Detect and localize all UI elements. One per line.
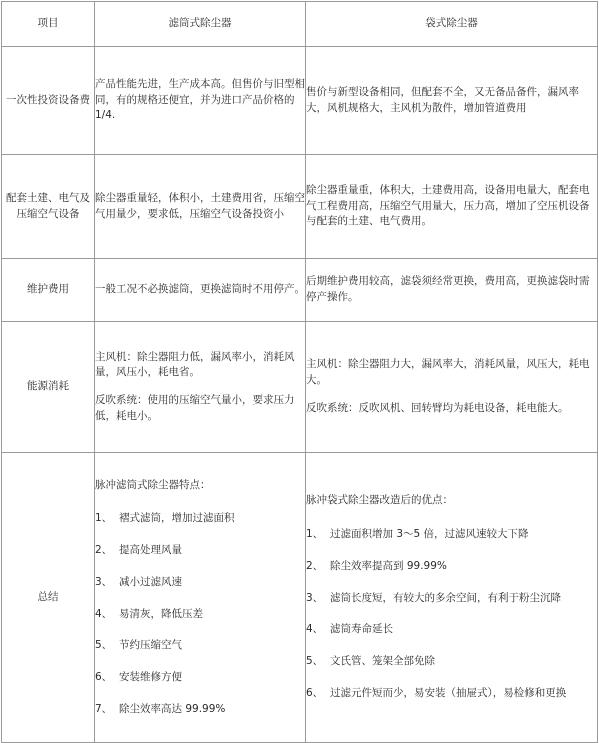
bag-cell: 除尘器重量重，体积大，土建费用高，设备用电量大，配套电气工程费用高，压缩空气用量大，压力高，增加了空压机设备与配套的土建、电气费用。 (306, 155, 598, 259)
list-item: 4、 滤筒寿命延长 (306, 623, 393, 636)
row-label: 维护费用 (2, 259, 95, 322)
comparison-table (1, 1, 598, 743)
list-item: 3、 减小过滤风速 (95, 575, 182, 588)
cartridge-cell (95, 322, 306, 453)
bag-main-fan: 主风机：除尘器阻力大，漏风率大，消耗风量，风压大，耗电大。 (306, 358, 590, 387)
cartridge-cell: 产品性能先进，生产成本高。但售价与旧型相同，有的规格还便宜，并为进口产品价格的1/4. (95, 47, 306, 155)
bag-summary-cell (306, 453, 598, 743)
table-row (2, 453, 598, 743)
header-row (2, 2, 598, 47)
bag-blowback: 反吹系统：反吹风机、回转臂均为耗电设备，耗电能大。 (306, 401, 569, 414)
bag-cell: 后期维护费用较高，滤袋须经常更换，费用高，更换滤袋时需停产操作。 (306, 259, 598, 322)
row-label: 总结 (2, 453, 95, 743)
list-item: 7、 除尘效率高达 99.99% (95, 702, 226, 715)
row-label: 配套土建、电气及压缩空气设备 (2, 155, 95, 259)
table-row (2, 322, 598, 453)
list-item: 6、 过滤元件短而少，易安装（抽屉式），易检修和更换 (306, 686, 567, 699)
header-bag: 袋式除尘器 (306, 2, 598, 47)
row-label: 能源消耗 (2, 322, 95, 453)
list-item: 6、 安装维修方便 (95, 671, 182, 683)
bag-summary-title: 脉冲袋式除尘器改造后的优点： (306, 494, 453, 507)
cartridge-summary-list (95, 511, 305, 717)
list-item: 4、 易清灰，降低压差 (95, 607, 203, 620)
header-item: 项目 (2, 2, 95, 47)
list-item: 1、 褶式滤筒，增加过滤面积 (95, 512, 235, 525)
cartridge-cell: 除尘器重量轻，体积小，土建费用省，压缩空气用量少，要求低，压缩空气设备投资小 (95, 155, 306, 259)
bag-summary-list (306, 527, 597, 702)
bag-cell (306, 322, 598, 453)
table-row (2, 47, 598, 155)
table-row (2, 155, 598, 259)
list-item: 1、 过滤面积增加 3～5 倍，过滤风速较大下降 (306, 528, 529, 541)
list-item: 3、 滤筒长度短，有较大的多余空间，有利于粉尘沉降 (306, 591, 561, 604)
cartridge-blowback: 反吹系统：使用的压缩空气量小，要求压力低，耗电小。 (95, 394, 295, 422)
cartridge-cell: 一般工况不必换滤筒，更换滤筒时不用停产。 (95, 259, 306, 322)
row-label: 一次性投资设备费 (2, 47, 95, 155)
bag-cell: 售价与新型设备相同，但配套不全，又无备品备件，漏风率大，风机规格大，主风机为散件，增加管道费用 (306, 47, 598, 155)
list-item: 5、 节约压缩空气 (95, 639, 182, 652)
cartridge-main-fan: 主风机：除尘器阻力低，漏风率小，消耗风量，风压小，耗电省。 (95, 350, 295, 379)
list-item: 2、 除尘效率提高到 99.99% (306, 559, 447, 572)
header-cartridge: 滤筒式除尘器 (95, 2, 306, 47)
cartridge-summary-title: 脉冲滤筒式除尘器特点： (95, 478, 211, 491)
list-item: 2、 提高处理风量 (95, 544, 182, 556)
list-item: 5、 文氏管、笼架全部免除 (306, 655, 435, 668)
cartridge-summary-cell (95, 453, 306, 743)
table-row (2, 259, 598, 322)
